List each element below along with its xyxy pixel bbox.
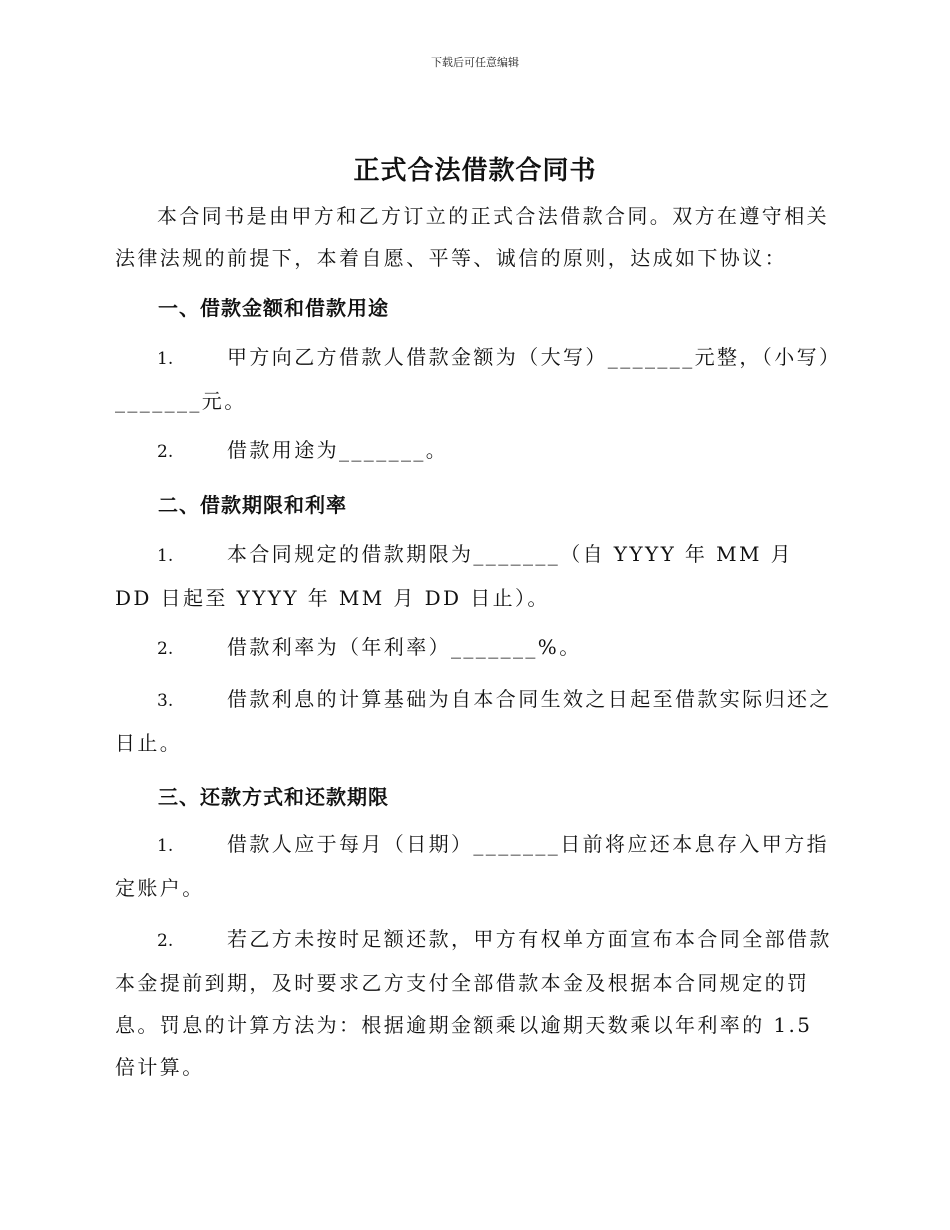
clause-2-2 [115, 626, 835, 670]
clause-number: 1. [157, 836, 174, 856]
clause-3-2 [115, 918, 835, 1088]
clause-text: 借款用途为_______。 [227, 438, 449, 462]
section-1-heading: 一、借款金额和借款用途 [158, 296, 389, 320]
clause-3-1 [115, 823, 835, 909]
clause-number: 1. [157, 546, 174, 566]
clause-number: 2. [157, 639, 174, 659]
clause-text: 本合同规定的借款期限为_______（自 YYYY 年 MM 月 DD 日起至 YYYY 年 MM 月 DD 日止）。 [115, 542, 793, 610]
clause-text: 借款人应于每月（日期）_______日前将应还本息存入甲方指定账户。 [115, 832, 829, 900]
clause-2-1 [115, 533, 835, 619]
clause-number: 2. [157, 931, 174, 951]
document-title: 正式合法借款合同书 [353, 156, 597, 186]
header-note: 下载后可任意编辑 [431, 56, 519, 69]
clause-2-3 [115, 678, 835, 764]
clause-1-2 [115, 429, 835, 473]
intro-paragraph: 本合同书是由甲方和乙方订立的正式合法借款合同。双方在遵守相关法律法规的前提下，本着自愿、平等、诚信的原则，达成如下协议： [115, 204, 829, 270]
clause-number: 3. [157, 691, 174, 711]
clause-number: 1. [157, 349, 174, 369]
section-3-heading: 三、还款方式和还款期限 [158, 785, 389, 809]
clause-text: 借款利息的计算基础为自本合同生效之日起至借款实际归还之日止。 [115, 687, 832, 755]
section-2-heading: 二、借款期限和利率 [158, 493, 347, 517]
clause-1-1 [115, 336, 835, 422]
clause-text: 若乙方未按时足额还款，甲方有权单方面宣布本合同全部借款本金提前到期，及时要求乙方支付全部借款本金及根据本合同规定的罚息。罚息的计算方法为：根据逾期金额乘以逾期天数乘以年利率的 1.5 倍计算。 [115, 927, 832, 1079]
clause-number: 2. [157, 442, 174, 462]
clause-text: 借款利率为（年利率）_______%。 [227, 635, 582, 659]
clause-text: 甲方向乙方借款人借款金额为（大写）_______元整，（小写）_______元。 [115, 345, 832, 413]
